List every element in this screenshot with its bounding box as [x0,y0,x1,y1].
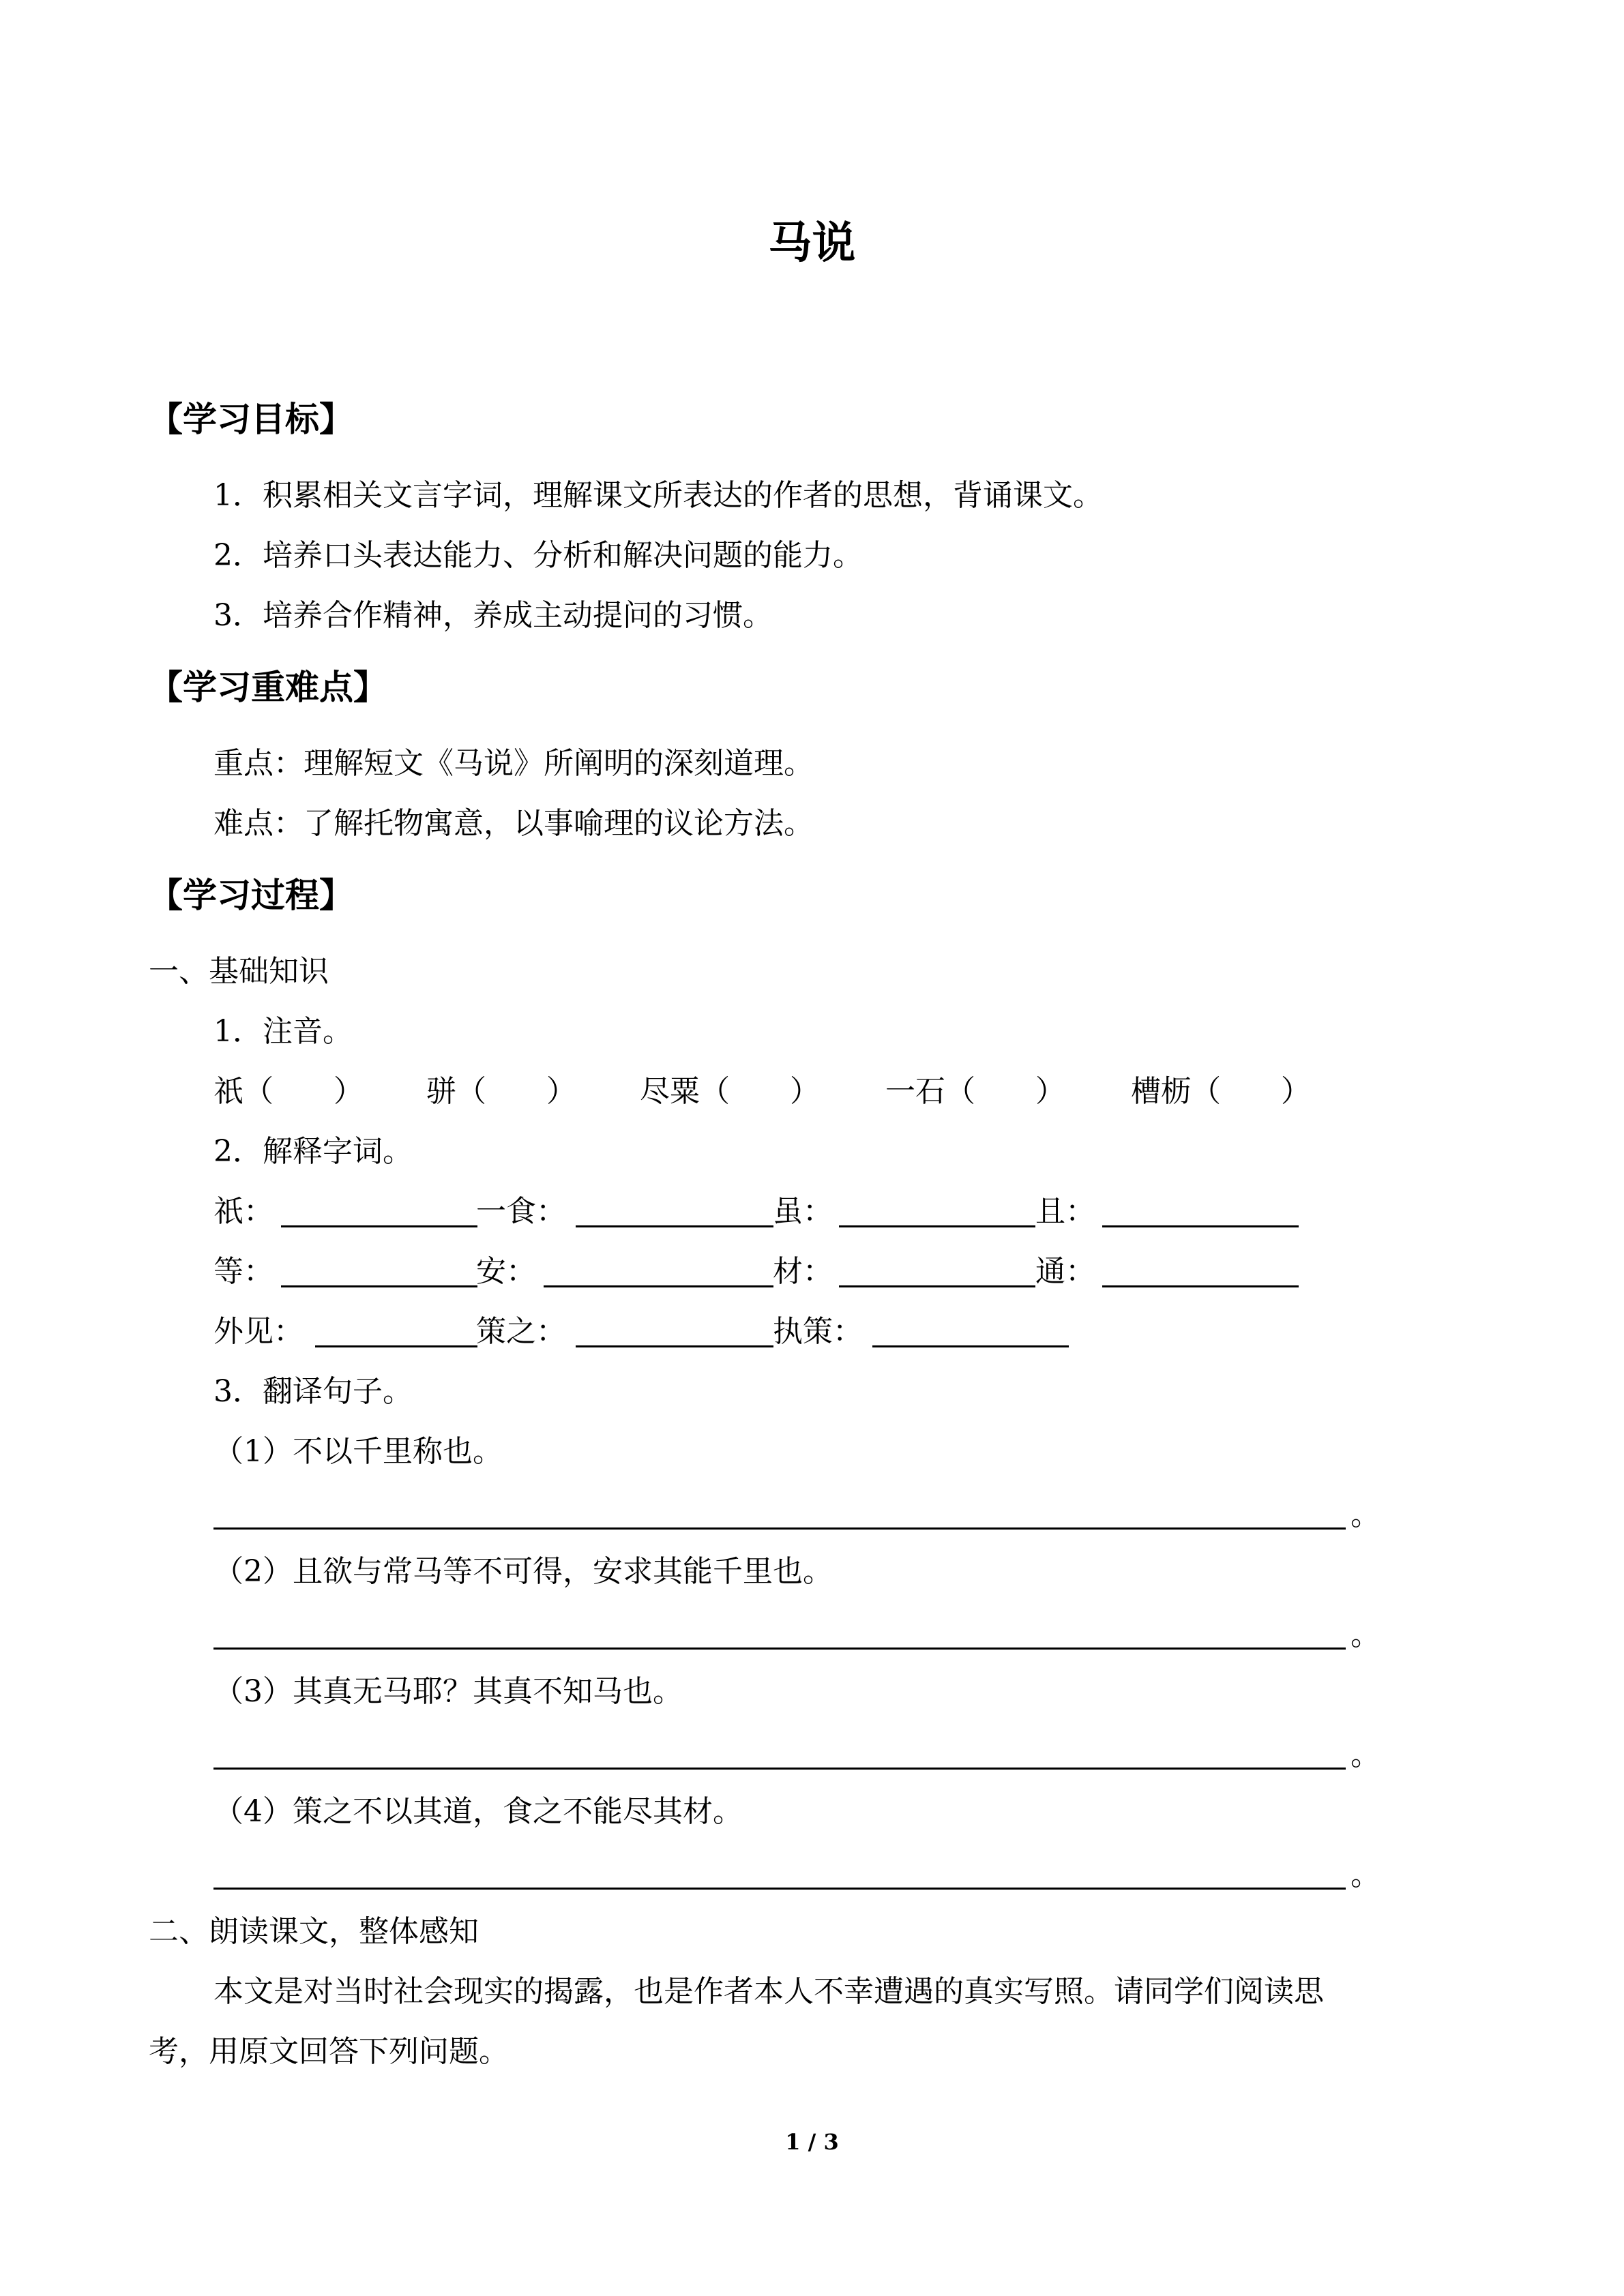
goal-item-1: 1．积累相关文言字词，理解课文所表达的作者的思想，背诵课文。 [213,478,1103,513]
sentence-3: （3）其真无马耶？其真不知马也。 [213,1674,683,1709]
define-label: 祇： [213,1194,274,1229]
answer-line[interactable] [213,1768,1346,1770]
define-label: 安： [476,1254,536,1289]
pinyin-item-4: 一石（ ） [885,1074,1065,1109]
goal-item-2: 2．培养口头表达能力、分析和解决问题的能力。 [213,538,863,573]
answer-blank[interactable] [1102,1195,1299,1227]
answer-blank[interactable] [281,1195,477,1227]
define-label: 虽： [773,1194,833,1229]
goals-heading: 【学习目标】 [149,400,353,439]
define-label: 策之： [476,1314,566,1349]
define-label: 外见： [213,1314,304,1349]
goal-item-3: 3．培养合作精神，养成主动提问的习惯。 [213,598,773,633]
translate-title: 3．翻译句子。 [213,1374,413,1409]
define-label: 通： [1035,1254,1095,1289]
page-title: 马说 [768,218,856,269]
answer-blank[interactable] [576,1315,773,1347]
difficulty-heading: 【学习重难点】 [149,668,387,707]
define-title: 2．解释字词。 [213,1134,413,1169]
process-heading: 【学习过程】 [149,876,353,915]
pinyin-item-2: 骈（ ） [426,1074,576,1109]
answer-blank[interactable] [839,1255,1035,1287]
define-label: 且： [1035,1194,1095,1229]
sentence-4: （4）策之不以其道，食之不能尽其材。 [213,1794,743,1829]
page-number: 1 / 3 [785,2129,839,2155]
part1-title: 一、基础知识 [149,954,329,989]
answer-blank[interactable] [281,1255,477,1287]
answer-line[interactable] [213,1888,1346,1890]
period: 。 [1350,1858,1381,1892]
answer-blank[interactable] [544,1255,773,1287]
define-label: 一食： [476,1194,566,1229]
period: 。 [1350,1497,1381,1532]
define-label: 执策： [773,1314,863,1349]
answer-blank[interactable] [839,1195,1035,1227]
part2-paragraph-line-1: 本文是对当时社会现实的揭露，也是作者本人不幸遭遇的真实写照。请同学们阅读思 [213,1974,1324,2009]
pinyin-item-5: 槽枥（ ） [1131,1074,1311,1109]
answer-blank[interactable] [1102,1255,1299,1287]
sentence-1: （1）不以千里称也。 [213,1434,503,1469]
answer-blank[interactable] [576,1195,773,1227]
pinyin-item-3: 尽粟（ ） [640,1074,820,1109]
sentence-2: （2）且欲与常马等不可得，安求其能千里也。 [213,1554,833,1589]
pinyin-title: 1．注音。 [213,1014,353,1049]
key-point: 重点：理解短文《马说》所阐明的深刻道理。 [213,746,814,781]
answer-blank[interactable] [872,1315,1069,1347]
hard-point: 难点：了解托物寓意，以事喻理的议论方法。 [213,806,814,841]
answer-blank[interactable] [315,1315,477,1347]
part2-paragraph-line-2: 考，用原文回答下列问题。 [149,2034,509,2069]
answer-line[interactable] [213,1648,1346,1650]
answer-line[interactable] [213,1527,1346,1530]
pinyin-item-1: 祇（ ） [213,1074,364,1109]
define-label: 材： [773,1254,833,1289]
part2-title: 二、朗读课文，整体感知 [149,1914,479,1949]
period: 。 [1350,1617,1381,1652]
period: 。 [1350,1738,1381,1772]
define-label: 等： [213,1254,274,1289]
